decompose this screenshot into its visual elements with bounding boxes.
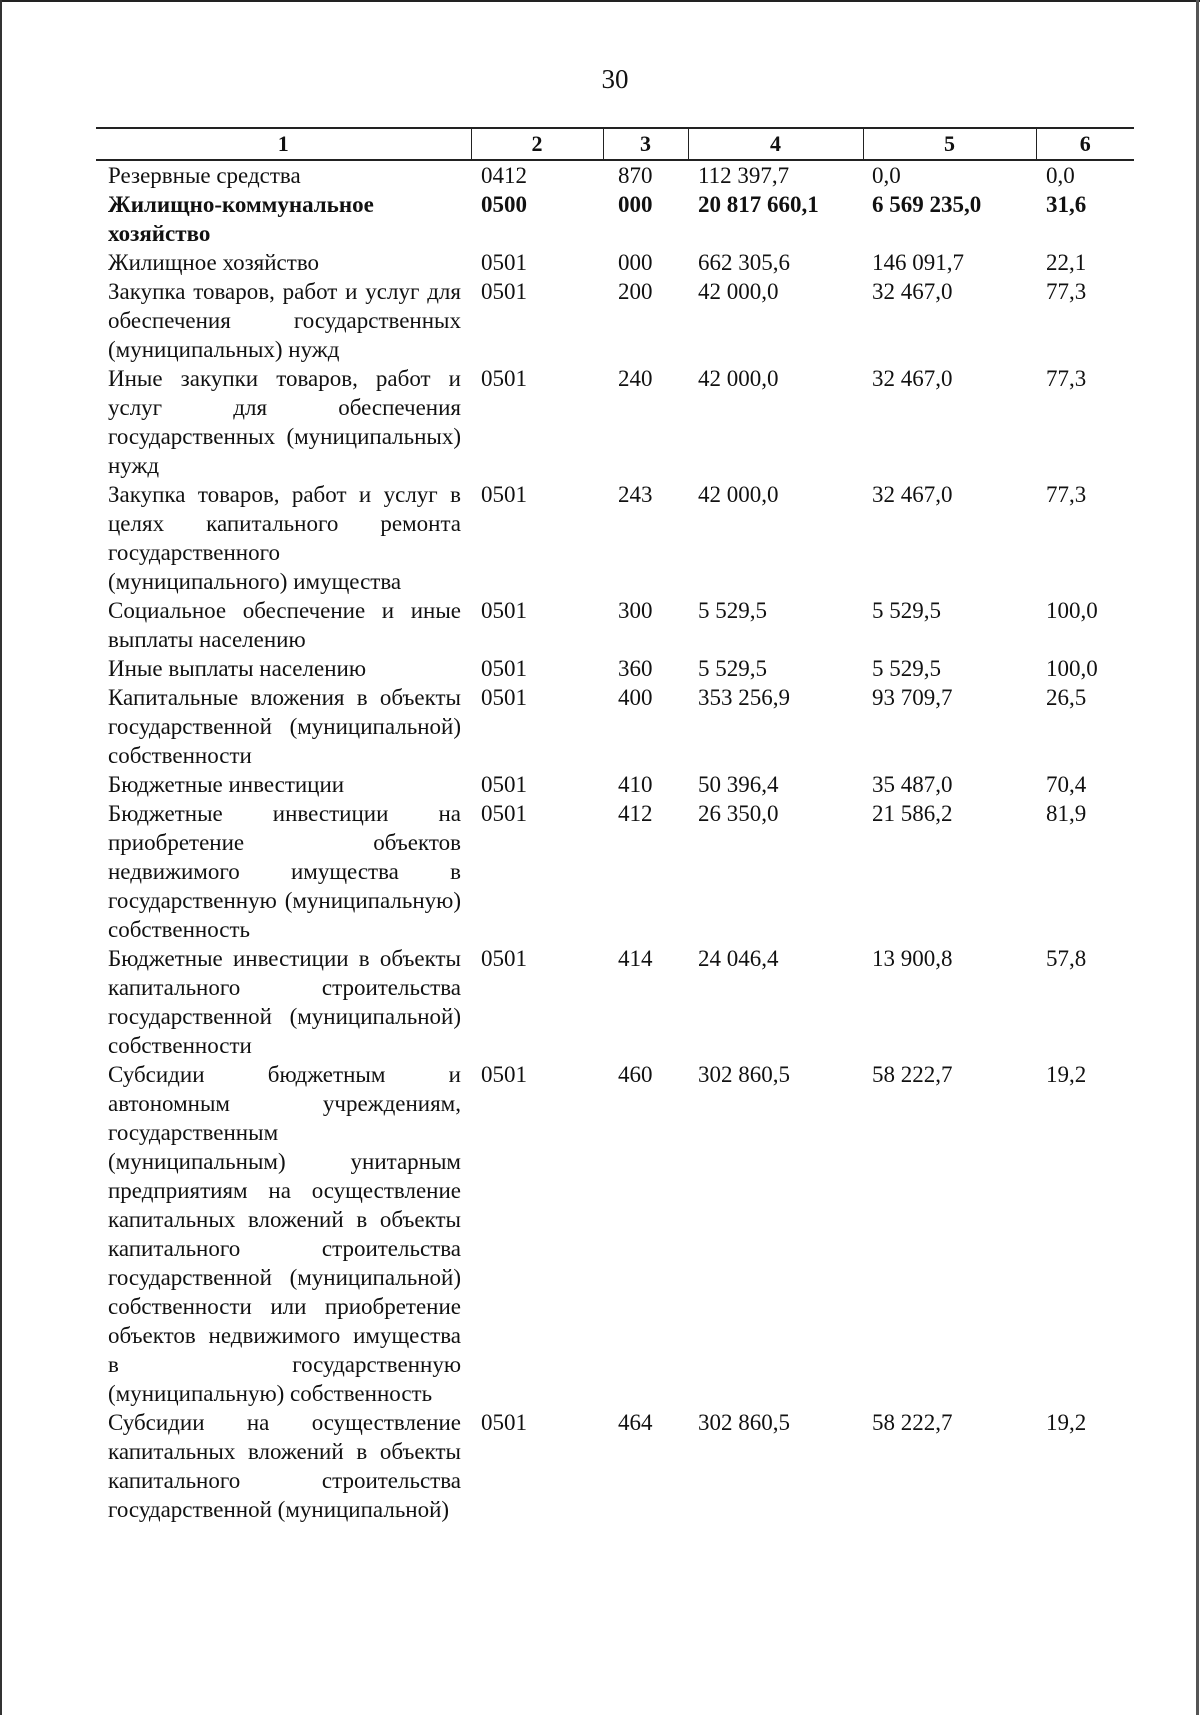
row-type-cell: 412 [618, 801, 653, 826]
row-name-cell: Социальное обеспечение и иные выплаты населению [108, 598, 461, 652]
row-type-cell: 240 [618, 366, 653, 391]
row-plan-cell: 302 860,5 [698, 1410, 790, 1435]
budget-table [96, 127, 1134, 1524]
table-header-row [96, 128, 1134, 160]
table-row [96, 596, 1134, 654]
row-percent-cell: 70,4 [1046, 772, 1087, 797]
row-executed-cell: 5 529,5 [872, 598, 941, 623]
row-plan-cell: 302 860,5 [698, 1062, 790, 1087]
row-executed-cell: 35 487,0 [872, 772, 953, 797]
row-percent-cell: 22,1 [1046, 250, 1087, 275]
row-plan-cell: 50 396,4 [698, 772, 779, 797]
table-row [96, 683, 1134, 770]
row-section-cell: 0501 [481, 250, 527, 275]
row-executed-cell: 58 222,7 [872, 1062, 953, 1087]
row-name-cell: Субсидии на осуществление капитальных вложений в объекты капитального строительства государственной (муниципальной) [108, 1410, 461, 1522]
row-name-cell: Иные выплаты населению [108, 656, 366, 681]
row-name-cell: Закупка товаров, работ и услуг в целях капитального ремонта государственного (муниципального) имущества [108, 482, 461, 594]
row-name-cell: Субсидии бюджетным и автономным учреждениям, государственным (муниципальным) унитарным предприятиям на осуществление капитальных вложений в объекты капитального строительства государственной (муниципальной) собственности или приобретение объектов недвижимого имущества в государственную (муниципальную) собственность [108, 1062, 461, 1406]
row-executed-cell: 21 586,2 [872, 801, 953, 826]
row-percent-cell: 19,2 [1046, 1410, 1087, 1435]
row-section-cell: 0501 [481, 1410, 527, 1435]
row-section-cell: 0501 [481, 366, 527, 391]
row-plan-cell: 662 305,6 [698, 250, 790, 275]
row-executed-cell: 32 467,0 [872, 366, 953, 391]
row-percent-cell: 19,2 [1046, 1062, 1087, 1087]
row-plan-cell: 42 000,0 [698, 482, 779, 507]
row-executed-cell: 93 709,7 [872, 685, 953, 710]
row-executed-cell: 146 091,7 [872, 250, 964, 275]
row-name-cell: Иные закупки товаров, работ и услуг для обеспечения государственных (муниципальных) нужд [108, 366, 461, 478]
row-type-cell: 400 [618, 685, 653, 710]
row-percent-cell: 77,3 [1046, 279, 1087, 304]
row-plan-cell: 42 000,0 [698, 366, 779, 391]
row-executed-cell: 32 467,0 [872, 482, 953, 507]
row-type-cell: 410 [618, 772, 653, 797]
row-type-cell: 000 [618, 192, 653, 217]
table-row [96, 1060, 1134, 1408]
row-section-cell: 0412 [481, 163, 527, 188]
row-executed-cell: 6 569 235,0 [872, 192, 982, 217]
row-plan-cell: 42 000,0 [698, 279, 779, 304]
column-header: 5 [863, 128, 1036, 160]
row-percent-cell: 100,0 [1046, 656, 1098, 681]
row-name-cell: Жилищно-коммунальное хозяйство [108, 192, 374, 246]
row-executed-cell: 0,0 [872, 163, 901, 188]
row-executed-cell: 5 529,5 [872, 656, 941, 681]
row-name-cell: Закупка товаров, работ и услуг для обеспечения государственных (муниципальных) нужд [108, 279, 461, 362]
table-row [96, 364, 1134, 480]
row-percent-cell: 77,3 [1046, 482, 1087, 507]
row-section-cell: 0501 [481, 772, 527, 797]
row-section-cell: 0501 [481, 685, 527, 710]
row-section-cell: 0501 [481, 482, 527, 507]
row-type-cell: 300 [618, 598, 653, 623]
row-type-cell: 460 [618, 1062, 653, 1087]
table-row [96, 480, 1134, 596]
row-percent-cell: 31,6 [1046, 192, 1087, 217]
scan-edge-top [0, 0, 1200, 2]
row-plan-cell: 5 529,5 [698, 656, 767, 681]
row-percent-cell: 81,9 [1046, 801, 1087, 826]
row-percent-cell: 0,0 [1046, 163, 1075, 188]
row-type-cell: 000 [618, 250, 653, 275]
row-section-cell: 0501 [481, 656, 527, 681]
row-plan-cell: 26 350,0 [698, 801, 779, 826]
column-header: 1 [96, 128, 471, 160]
row-section-cell: 0501 [481, 598, 527, 623]
row-plan-cell: 20 817 660,1 [698, 192, 819, 217]
row-type-cell: 870 [618, 163, 653, 188]
table-row [96, 654, 1134, 683]
row-type-cell: 414 [618, 946, 653, 971]
table-row [96, 190, 1134, 248]
table-row [96, 160, 1134, 190]
row-type-cell: 360 [618, 656, 653, 681]
row-section-cell: 0501 [481, 946, 527, 971]
table-row [96, 944, 1134, 1060]
row-plan-cell: 353 256,9 [698, 685, 790, 710]
column-header: 2 [471, 128, 603, 160]
scan-edge-right [1196, 0, 1199, 1715]
budget-table-container [96, 127, 1134, 1524]
row-name-cell: Капитальные вложения в объекты государственной (муниципальной) собственности [108, 685, 461, 768]
row-type-cell: 464 [618, 1410, 653, 1435]
row-section-cell: 0501 [481, 801, 527, 826]
table-row [96, 799, 1134, 944]
row-percent-cell: 26,5 [1046, 685, 1087, 710]
table-row [96, 1408, 1134, 1524]
table-row [96, 248, 1134, 277]
row-name-cell: Резервные средства [108, 163, 301, 188]
row-plan-cell: 5 529,5 [698, 598, 767, 623]
row-section-cell: 0500 [481, 192, 527, 217]
column-header: 3 [603, 128, 688, 160]
row-type-cell: 200 [618, 279, 653, 304]
row-executed-cell: 58 222,7 [872, 1410, 953, 1435]
row-name-cell: Жилищное хозяйство [108, 250, 320, 275]
row-plan-cell: 24 046,4 [698, 946, 779, 971]
page-number: 30 [601, 64, 629, 94]
row-executed-cell: 13 900,8 [872, 946, 953, 971]
row-section-cell: 0501 [481, 1062, 527, 1087]
table-row [96, 770, 1134, 799]
column-header: 4 [688, 128, 863, 160]
row-name-cell: Бюджетные инвестиции на приобретение объектов недвижимого имущества в государственную (муниципальную) собственность [108, 801, 461, 942]
row-plan-cell: 112 397,7 [698, 163, 790, 188]
row-section-cell: 0501 [481, 279, 527, 304]
row-percent-cell: 100,0 [1046, 598, 1098, 623]
row-percent-cell: 57,8 [1046, 946, 1087, 971]
table-row [96, 277, 1134, 364]
scan-edge-left [0, 0, 2, 1715]
row-type-cell: 243 [618, 482, 653, 507]
row-percent-cell: 77,3 [1046, 366, 1087, 391]
row-executed-cell: 32 467,0 [872, 279, 953, 304]
column-header: 6 [1036, 128, 1134, 160]
row-name-cell: Бюджетные инвестиции [108, 772, 345, 797]
row-name-cell: Бюджетные инвестиции в объекты капитального строительства государственной (муниципальной) собственности [108, 946, 461, 1058]
